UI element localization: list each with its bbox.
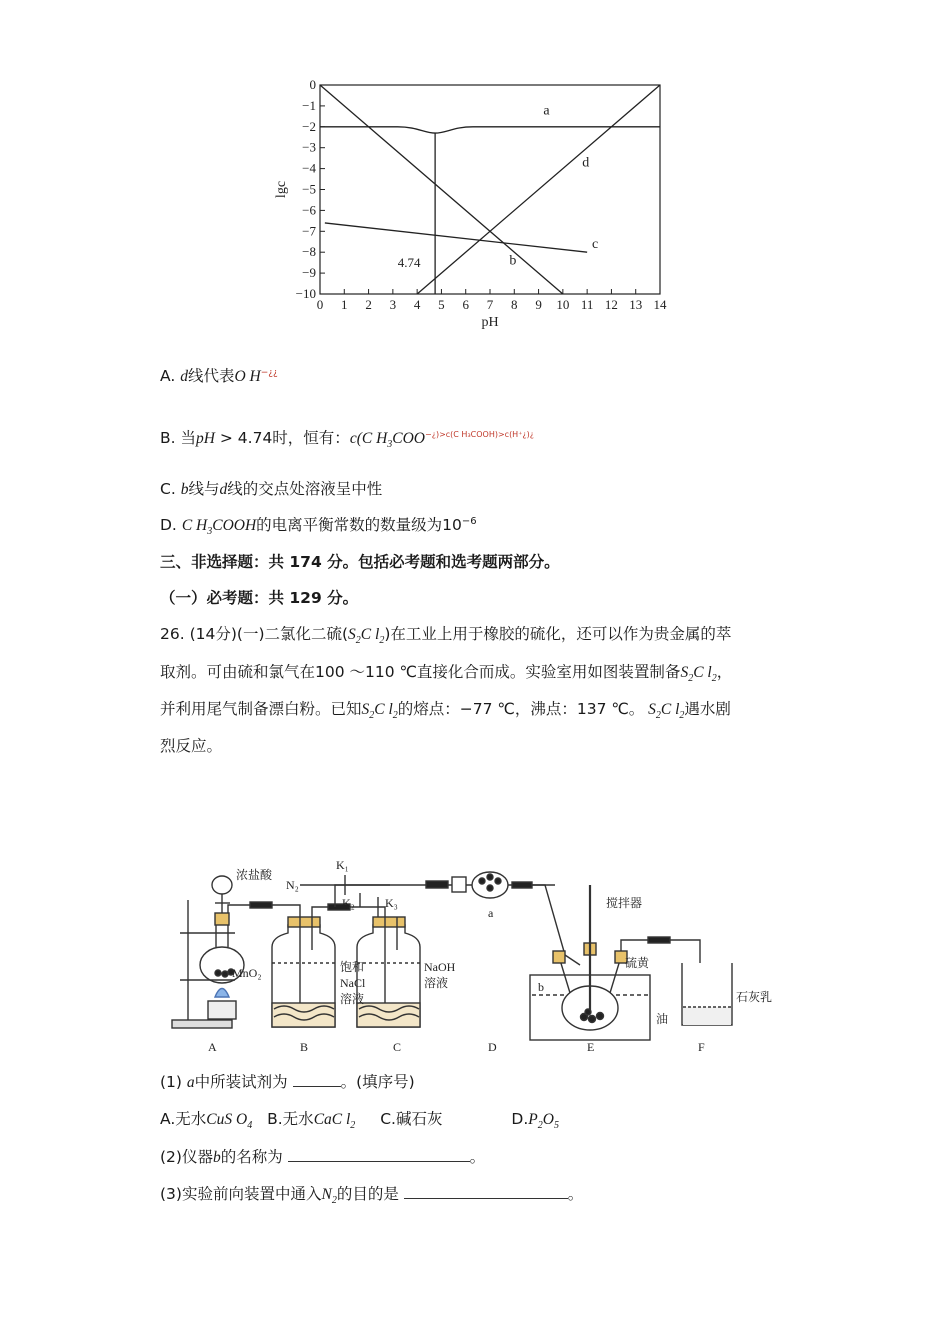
- x-tick-label: 10: [556, 297, 570, 312]
- apparatus-letter-c: C: [393, 1040, 402, 1054]
- x-tick-label: 5: [438, 297, 445, 312]
- y-tick-label: −10: [295, 286, 316, 301]
- q26-line-1: 26. (14分)(一)二氯化二硫($S_2C$ $l_2$)在工业上用于橡胶的硫化，还可以作为贵金属的萃: [160, 625, 732, 647]
- label-k3: K₃: [385, 896, 398, 910]
- label-mno2: MnO₂: [232, 966, 262, 980]
- series-line-d: [417, 85, 660, 294]
- y-tick-label: −3: [302, 139, 316, 155]
- label-naoh-2: 溶液: [424, 976, 449, 990]
- answer-blank-3[interactable]: [404, 1184, 568, 1199]
- series-label-a: a: [543, 103, 550, 119]
- label-sulfur: 硫黄: [625, 956, 650, 970]
- x-tick-label: 11: [580, 297, 594, 312]
- apparatus-letter-e: E: [587, 1040, 595, 1054]
- subq-2: (2)仪器b的名称为 。: [160, 1148, 486, 1166]
- subq1-opt-c: C.碱石灰: [380, 1110, 443, 1128]
- y-tick-label: 0: [309, 77, 316, 92]
- plot-frame: [320, 85, 660, 294]
- y-tick-label: −7: [302, 223, 316, 239]
- apparatus-diagram: [160, 855, 800, 1060]
- label-b: b: [538, 980, 544, 994]
- option-a: A. d线代表O H−¿¿: [160, 367, 278, 385]
- subq-3: (3)实验前向装置中通入$N_2$的目的是 。: [160, 1185, 584, 1207]
- option-b: B. 当pH > 4.74时，恒有：c(C $H_3COO^{-¿)>c(C H_3COOH)>c(H^+¿)¿}$: [160, 429, 535, 451]
- y-tick-label: −6: [302, 202, 316, 218]
- x-tick-label: 1: [341, 297, 348, 312]
- label-naoh-1: NaOH: [424, 960, 456, 974]
- label-a: a: [488, 906, 494, 920]
- section-heading-required: （一）必考题：共 129 分。: [160, 589, 359, 607]
- subq-1-options: [160, 1107, 810, 1131]
- label-stirrer: 搅拌器: [606, 896, 643, 910]
- apparatus-letter-a: A: [208, 1040, 217, 1054]
- label-nacl-1: 饱和: [340, 960, 365, 974]
- label-lime: 石灰乳: [736, 990, 773, 1004]
- label-nacl-2: NaCl: [340, 976, 366, 990]
- y-tick-label: −8: [302, 244, 316, 260]
- x-tick-label: 4: [413, 297, 421, 312]
- y-tick-label: −5: [302, 181, 316, 197]
- x-tick-label: 6: [462, 297, 469, 312]
- q26-line-2: 取剂。可由硫和氯气在100 ～110 ℃直接化合而成。实验室用如图装置制备$S_2C$ $l_2$，: [160, 663, 733, 685]
- x-tick-label: 12: [604, 297, 618, 312]
- label-nacl-3: 溶液: [340, 992, 365, 1006]
- x-tick-label: 13: [629, 297, 643, 312]
- y-tick-label: −2: [302, 118, 316, 134]
- x-tick-label: 7: [486, 297, 494, 312]
- y-tick-label: −1: [302, 97, 316, 113]
- annotation-4-74: 4.74: [397, 254, 421, 270]
- subq1-opt-b: B.无水CaC $l_2$: [267, 1110, 356, 1132]
- x-axis-label: pH: [481, 315, 499, 330]
- y-tick-label: −4: [302, 160, 316, 176]
- series-line-a: [320, 127, 660, 133]
- x-tick-label: 8: [511, 297, 518, 312]
- subq1-opt-d: $D.P_2O_5$: [511, 1110, 559, 1132]
- x-tick-label: 2: [365, 297, 372, 312]
- label-hcl: 浓盐酸: [236, 868, 273, 882]
- x-tick-label: 0: [316, 297, 324, 312]
- x-tick-label: 9: [535, 297, 542, 312]
- option-d: D. C $H_3COOH$的电离平衡常数的数量级为$10^{-6}$: [160, 515, 477, 538]
- x-tick-label: 3: [389, 297, 397, 312]
- q26-line-4: 烈反应。: [160, 737, 223, 755]
- apparatus-letter-f: F: [698, 1040, 705, 1054]
- q26-line-3: 并利用尾气制备漂白粉。已知$S_2C$ $l_2$的熔点：−77 ℃，沸点：137 ℃。 $S_2C$ $l_2$遇水剧: [160, 700, 731, 722]
- series-label-b: b: [509, 253, 517, 269]
- label-k1: K₁: [336, 858, 349, 872]
- series-line-b: [320, 85, 563, 294]
- subq1-opt-a: A.无水CuS $O_4$: [160, 1110, 253, 1132]
- x-tick-label: 14: [653, 297, 667, 312]
- subq-1: (1) a中所装试剂为 。(填序号): [160, 1073, 415, 1091]
- series-label-d: d: [582, 155, 590, 171]
- lgc-ph-chart: [270, 70, 690, 340]
- apparatus-letter-d: D: [488, 1040, 497, 1054]
- y-axis-label: lgc: [274, 180, 289, 199]
- label-oil: 油: [656, 1012, 669, 1026]
- section-heading-3: 三、非选择题：共 174 分。包括必考题和选考题两部分。: [160, 553, 560, 571]
- stand-base: [172, 1020, 232, 1028]
- option-c: C. b线与d线的交点处溶液呈中性: [160, 480, 383, 498]
- series-line-c: [325, 223, 587, 252]
- label-n2: N₂: [286, 878, 299, 892]
- series-label-c: c: [592, 237, 599, 253]
- answer-blank-1[interactable]: [293, 1072, 341, 1087]
- label-k2: K₂: [342, 896, 355, 910]
- y-tick-label: −9: [302, 265, 316, 281]
- apparatus-letter-b: B: [300, 1040, 309, 1054]
- answer-blank-2[interactable]: [288, 1147, 470, 1162]
